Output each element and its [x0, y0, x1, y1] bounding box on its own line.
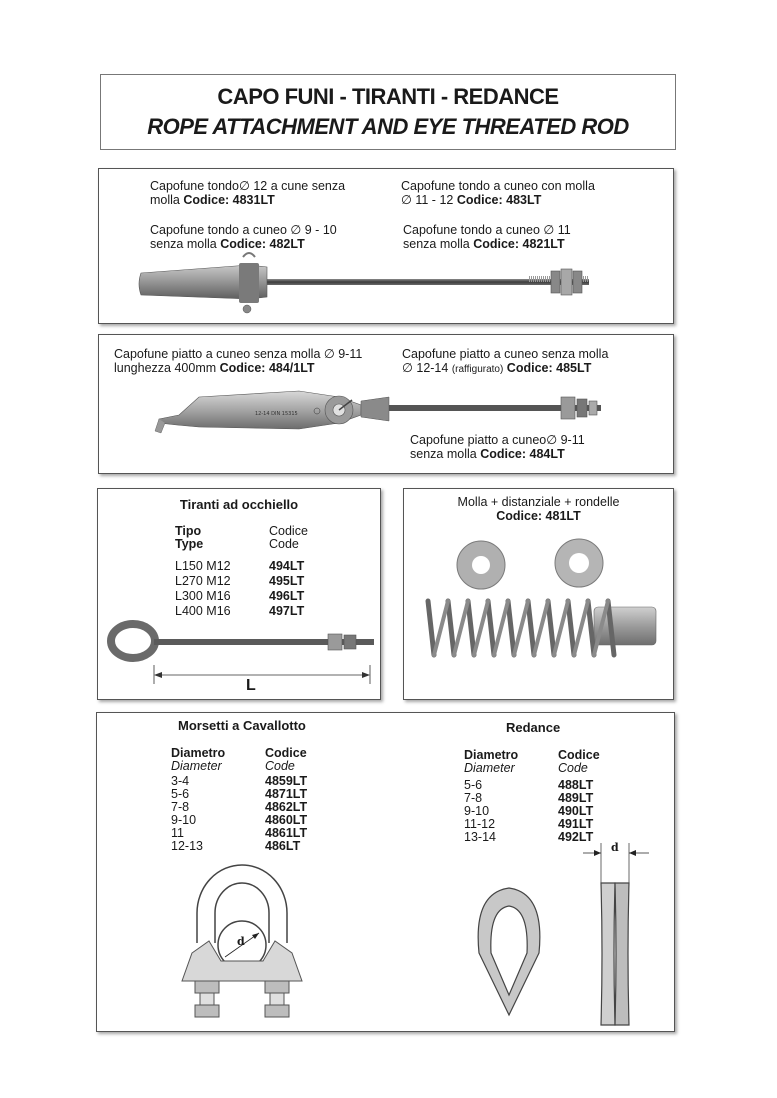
thimbles-code-header: Codice Code	[558, 748, 600, 775]
thimbles-code-column: 488LT 489LT 490LT 491LT 492LT	[558, 778, 594, 844]
spring-set-title: Molla + distanziale + rondelle	[457, 495, 620, 509]
thimbles-title: Redance	[506, 720, 561, 735]
code-header: Codice Code	[269, 524, 308, 551]
item-485lt: Capofune piatto a cuneo senza molla ∅ 12-14 (raffigurato) Codice: 485LT	[402, 347, 609, 375]
panel-flat-rope-sockets	[98, 334, 674, 474]
page-title: CAPO FUNI - TIRANTI - REDANCE	[217, 84, 559, 109]
panel-eye-rods	[97, 488, 381, 700]
eye-rod-code-column: 494LT 495LT 496LT 497LT	[269, 559, 305, 618]
type-column: L150 M12 L270 M12 L300 M16 L400 M16	[175, 559, 231, 618]
clamp-d-label: d	[237, 935, 245, 948]
item-484lt: Capofune piatto a cuneo∅ 9-11 senza molla Codice: 484LT	[410, 433, 585, 461]
item-4821lt: Capofune tondo a cuneo ∅ 11 senza molla Codice: 4821LT	[403, 223, 571, 251]
item-4831lt: Capofune tondo∅ 12 a cune senza molla Codice: 4831LT	[150, 179, 346, 207]
item-484-1lt: Capofune piatto a cuneo senza molla ∅ 9-11 lunghezza 400mm Codice: 484/1LT	[114, 347, 363, 375]
thimbles-header: Diametro Diameter	[464, 748, 519, 775]
eye-rods-title: Tiranti ad occhiello	[179, 497, 299, 512]
item-482lt: Capofune tondo a cuneo ∅ 9 - 10 senza molla Codice: 482LT	[150, 223, 337, 251]
thimble-d-label: d	[611, 841, 619, 854]
panel-round-rope-sockets	[98, 168, 674, 324]
panel-clamps-thimbles	[96, 712, 675, 1032]
eye-rod-image	[98, 489, 382, 701]
thimbles-diameter-column: 5-6 7-8 9-10 11-12 13-14	[464, 778, 496, 844]
page-subtitle: ROPE ATTACHMENT AND EYE THREATED ROD	[147, 114, 629, 139]
clamps-code-header: Codice Code	[265, 746, 307, 773]
type-header: Tipo Type	[175, 524, 204, 551]
title-box	[100, 74, 676, 150]
spring-set-code: Codice: 481LT	[496, 509, 581, 523]
clamps-header: Diametro Diameter	[171, 746, 226, 773]
spring-washers-image	[404, 489, 675, 701]
clamps-diameter-column: 3-4 5-6 7-8 9-10 11 12-13	[171, 774, 203, 853]
dimension-l-label: L	[246, 677, 256, 694]
clamps-title: Morsetti a Cavallotto	[178, 718, 306, 733]
round-rope-socket-image	[99, 169, 675, 325]
clamps-code-column: 4859LT 4871LT 4862LT 4860LT 4861LT 486LT	[265, 774, 308, 853]
panel-spring-set	[403, 488, 674, 700]
flat-rope-socket-image	[99, 335, 675, 475]
thimble-drawing	[97, 713, 676, 1033]
socket-stamp: 12-14 DIN 15315	[255, 411, 298, 417]
item-483lt: Capofune tondo a cuneo con molla ∅ 11 - 12 Codice: 483LT	[401, 179, 595, 207]
